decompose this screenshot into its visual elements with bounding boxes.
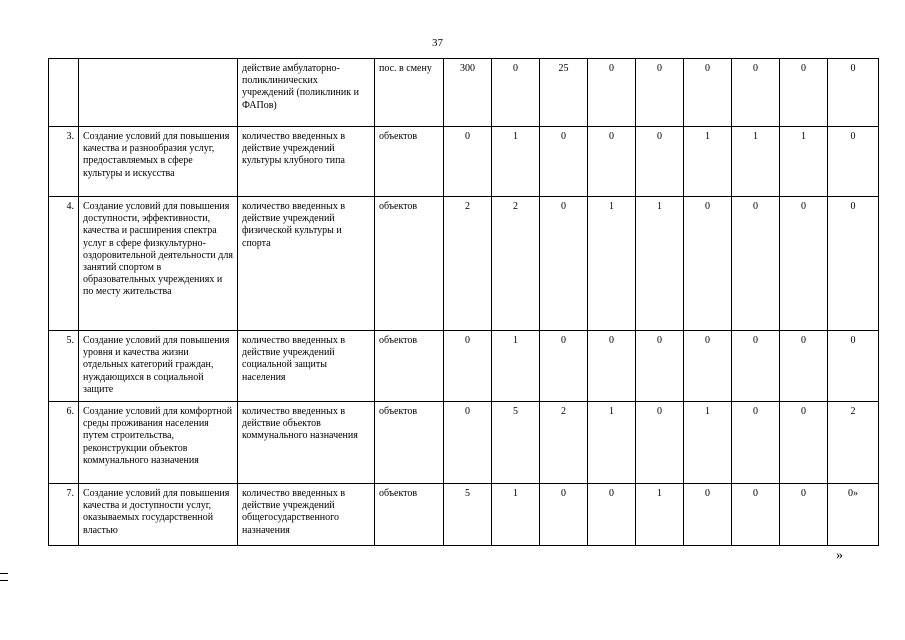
- margin-mark: [0, 573, 8, 574]
- value-cell: 0: [828, 127, 879, 197]
- value-cell: 0: [684, 331, 732, 402]
- value-cell: 0: [732, 331, 780, 402]
- unit-cell: объектов: [375, 402, 444, 484]
- value-cell: 0: [732, 402, 780, 484]
- goal-cell: Создание условий для повышения качества и доступности услуг, оказываемых государственной властью: [79, 484, 238, 546]
- goal-cell: Создание условий для повышения доступности, эффективности, качества и расширения спектра услуг в сфере физкультурно-оздоровительной деятельности для занятий спортом в образовательных учреждениях и по месту жительства: [79, 197, 238, 331]
- value-cell: 0: [636, 331, 684, 402]
- value-cell: 0: [684, 197, 732, 331]
- page-number: 37: [432, 37, 443, 49]
- value-cell: 1: [684, 402, 732, 484]
- value-cell: 0: [636, 402, 684, 484]
- value-cell: 1: [588, 402, 636, 484]
- value-cell: 25: [540, 59, 588, 127]
- indicator-cell: количество введенных в действие учреждений общегосударственного назначения: [238, 484, 375, 546]
- value-cell: 0: [780, 197, 828, 331]
- value-cell: 1: [492, 484, 540, 546]
- value-cell: 0: [540, 331, 588, 402]
- indicator-cell: количество введенных в действие учреждений социальной защиты населения: [238, 331, 375, 402]
- value-cell: 2: [444, 197, 492, 331]
- margin-mark: [0, 580, 8, 581]
- unit-cell: объектов: [375, 331, 444, 402]
- value-cell: 0: [780, 484, 828, 546]
- unit-cell: объектов: [375, 484, 444, 546]
- value-cell: 1: [492, 127, 540, 197]
- value-cell: 0: [540, 197, 588, 331]
- value-cell: 1: [636, 197, 684, 331]
- value-cell: 0: [588, 59, 636, 127]
- value-cell: 0: [588, 331, 636, 402]
- goal-cell: Создание условий для повышения качества и разнообразия услуг, предоставляемых в сфере культуры и искусства: [79, 127, 238, 197]
- row-number: 6.: [49, 402, 79, 484]
- value-cell: 0: [540, 127, 588, 197]
- value-cell: 1: [636, 484, 684, 546]
- indicator-cell: действие амбулаторно-поликлинических учреждений (поликлиник и ФАПов): [238, 59, 375, 127]
- value-cell: 0: [828, 197, 879, 331]
- table-row: [49, 127, 879, 197]
- indicator-cell: количество введенных в действие учреждений культуры клубного типа: [238, 127, 375, 197]
- table-row: [49, 197, 879, 331]
- value-cell: 0: [780, 59, 828, 127]
- value-cell: 0: [588, 484, 636, 546]
- goal-cell: [79, 59, 238, 127]
- value-cell: 0: [684, 59, 732, 127]
- value-cell: 2: [492, 197, 540, 331]
- indicators-table: [48, 58, 879, 546]
- goal-cell: Создание условий для комфортной среды проживания населения путем строительства, реконструкции объектов коммунального назначения: [79, 402, 238, 484]
- unit-cell: объектов: [375, 127, 444, 197]
- indicator-cell: количество введенных в действие учреждений физической культуры и спорта: [238, 197, 375, 331]
- value-cell: 0: [540, 484, 588, 546]
- row-number: [49, 59, 79, 127]
- value-cell: 0: [444, 331, 492, 402]
- row-number: 5.: [49, 331, 79, 402]
- value-cell: 0: [732, 59, 780, 127]
- table-row: [49, 402, 879, 484]
- value-cell: 0: [732, 197, 780, 331]
- value-cell: 0: [780, 402, 828, 484]
- value-cell: 5: [492, 402, 540, 484]
- value-cell: 1: [492, 331, 540, 402]
- table-row: [49, 484, 879, 546]
- goal-cell: Создание условий для повышения уровня и качества жизни отдельных категорий граждан, нуждающихся в социальной защите: [79, 331, 238, 402]
- value-cell: 0: [780, 331, 828, 402]
- value-cell: 0: [684, 484, 732, 546]
- table-row: [49, 331, 879, 402]
- value-cell: 5: [444, 484, 492, 546]
- unit-cell: пос. в смену: [375, 59, 444, 127]
- value-cell: 0: [636, 59, 684, 127]
- value-cell: 0»: [828, 484, 879, 546]
- value-cell: 1: [588, 197, 636, 331]
- value-cell: 0: [444, 127, 492, 197]
- value-cell: 0: [828, 331, 879, 402]
- closing-quote: »: [836, 548, 843, 563]
- value-cell: 2: [540, 402, 588, 484]
- value-cell: 1: [780, 127, 828, 197]
- value-cell: 1: [732, 127, 780, 197]
- value-cell: 2: [828, 402, 879, 484]
- unit-cell: объектов: [375, 197, 444, 331]
- value-cell: 0: [588, 127, 636, 197]
- row-number: 7.: [49, 484, 79, 546]
- row-number: 4.: [49, 197, 79, 331]
- indicator-cell: количество введенных в действие объектов коммунального назначения: [238, 402, 375, 484]
- value-cell: 0: [492, 59, 540, 127]
- value-cell: 300: [444, 59, 492, 127]
- value-cell: 0: [636, 127, 684, 197]
- value-cell: 0: [828, 59, 879, 127]
- row-number: 3.: [49, 127, 79, 197]
- value-cell: 0: [444, 402, 492, 484]
- table-row: [49, 59, 879, 127]
- value-cell: 0: [732, 484, 780, 546]
- value-cell: 1: [684, 127, 732, 197]
